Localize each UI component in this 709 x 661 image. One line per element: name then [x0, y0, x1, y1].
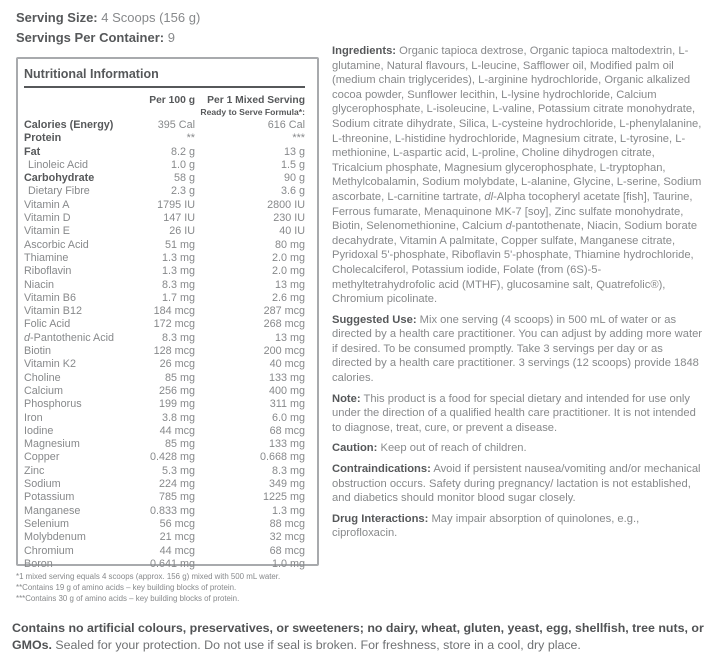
- servings-per-container-value: 9: [167, 29, 175, 45]
- value-per-serving: 1.3 mg: [271, 504, 305, 517]
- nutrient-name: Carbohydrate: [24, 172, 95, 185]
- nutrient-name: Protein: [24, 132, 62, 145]
- table-row: [24, 531, 305, 544]
- nutrient-name: Iodine: [24, 424, 54, 437]
- table-row: [24, 385, 305, 398]
- value-per-serving: ***: [292, 132, 305, 145]
- table-footnotes: [16, 571, 346, 604]
- table-row: [24, 279, 305, 292]
- nutrient-name: Riboflavin: [24, 265, 72, 278]
- value-per-serving: 133 mg: [268, 438, 305, 451]
- value-per-100g: 8.2 g: [170, 145, 195, 158]
- value-per-serving: 2.0 mg: [271, 251, 305, 264]
- value-per-100g: 1.3 mg: [161, 251, 195, 264]
- table-row: [24, 451, 305, 464]
- value-per-serving: 287 mcg: [263, 305, 305, 318]
- section-caution: [332, 441, 704, 456]
- value-per-100g: 26 mcg: [159, 358, 195, 371]
- nutrition-facts-table: [16, 57, 319, 570]
- value-per-100g: 128 mcg: [153, 345, 195, 358]
- value-per-serving: 1.5 g: [280, 158, 305, 171]
- nutrient-name: d-Pantothenic Acid: [24, 331, 115, 344]
- section-label: Note:: [332, 392, 361, 405]
- nutrient-name: Calcium: [24, 384, 63, 397]
- value-per-100g: 51 mg: [164, 238, 195, 251]
- contains-statement-bold: Contains no artificial colours, preservatives, or sweeteners; no dairy, wheat, gluten, yeast, egg, shellfish, tree nuts, or GMOs.: [12, 621, 704, 652]
- value-per-serving: 311 mg: [269, 398, 305, 411]
- section-text: Keep out of reach of children.: [380, 442, 527, 455]
- value-per-serving: 88 mcg: [269, 517, 305, 530]
- table-row: [24, 425, 305, 438]
- value-per-serving: 0.668 mg: [259, 451, 305, 464]
- value-per-serving: 40 mcg: [269, 358, 305, 371]
- section-text: Avoid if persistent nausea/vomiting and/or mechanical obstruction occurs. Safety during pregnancy/ lactation is not established, and diabetics should monitor blood sugar closely.: [332, 463, 701, 505]
- value-per-100g: 26 IU: [169, 225, 195, 238]
- nutrient-name: Linoleic Acid: [28, 158, 89, 171]
- table-row: [24, 358, 305, 371]
- value-per-100g: 1.3 mg: [161, 265, 195, 278]
- section-text: May impair absorption of quinolones, e.g., ciprofloxacin.: [332, 512, 640, 540]
- serving-size-value: 4 Scoops (156 g): [101, 10, 201, 25]
- value-per-100g: 56 mcg: [159, 517, 195, 530]
- value-per-serving: 616 Cal: [267, 119, 305, 131]
- nutrient-name: Vitamin E: [24, 225, 71, 238]
- table-row: [24, 318, 305, 331]
- value-per-serving: 90 g: [283, 172, 305, 185]
- value-per-serving: 2800 IU: [267, 198, 305, 211]
- value-per-100g: 5.3 mg: [161, 464, 195, 477]
- value-per-100g: 1.0 g: [170, 158, 195, 171]
- table-row: [24, 345, 305, 358]
- value-per-100g: 0.428 mg: [149, 451, 195, 464]
- nutrient-name: Chromium: [24, 544, 74, 557]
- value-per-100g: 785 mg: [158, 491, 195, 504]
- value-per-serving: 32 mcg: [269, 531, 305, 544]
- column-header-per-100g: Per 100 g: [149, 95, 195, 106]
- value-per-serving: 400 mg: [268, 384, 305, 397]
- nutrient-name: Iron: [24, 411, 43, 424]
- info-sections: [332, 44, 704, 547]
- table-row: [24, 185, 305, 198]
- table-row: [24, 518, 305, 531]
- section-text: Organic tapioca dextrose, Organic tapioca maltodextrin, L-glutamine, Natural flavours, L-leucine, Safflower oil, Modified palm oil (medium chain triglycerides), L-arginine hydrochloride, Organic alkalized cocoa powder, Sunflower lecithin, L-lysine hydrochloride, Calcium glycerophosphate, L-isoleucine, L-valine, Potassium citrate monohydrate, Sodium citrate dihydrate, Silica, L-cysteine hydrochloride, L-phenylalanine, L-threonine, L-histidine hydrochloride, Magnesium citrate, L-tyrosine, L-methionine, L-aspartic acid, L-proline, Choline dihydrogen citrate, Tricalcium phosphate, Magnesium glycerophosphate, L-tryptophan, Methylcobalamin, Sodium molybdate, L-alanine, Glycine, L-serine, Sodium ascorbate, L-carnitine tartrate, dl-Alpha tocopheryl acetate [fish], Taurine, Ferrous fumarate, Menaquinone MK-7 [soy], Zinc sulfate monohydrate, Biotin, Selenomethionine, Calcium d-pantothenate, Niacin, Sodium borate decahydrate, Vitamin A palmitate, Copper sulfate, Manganese citrate, Pyridoxal 5'-phosphate, Riboflavin 5'-phosphate, Thiamine hydrochloride, Cholecalciferol, Potassium iodide, Folate (from (6S)-5-methyltetrahydrofolic acid (MTHF), glucosamine salt, Quatrefolic®), Chromium picolinate.: [332, 45, 702, 306]
- footnote-line: ***Contains 30 g of amino acids – key building blocks of protein.: [16, 594, 240, 603]
- table-row: [24, 412, 305, 425]
- value-per-serving: 13 g: [283, 145, 305, 158]
- value-per-serving: 230 IU: [273, 212, 305, 225]
- value-per-serving: 200 mcg: [263, 345, 305, 358]
- table-row: [24, 159, 305, 172]
- nutrient-name: Vitamin B12: [24, 305, 83, 318]
- nutrient-name: Vitamin D: [24, 212, 71, 225]
- nutrient-name: Ascorbic Acid: [24, 238, 89, 251]
- contains-statement-regular: Sealed for your protection. Do not use if seal is broken. For freshness, store in a cool, dry place.: [55, 637, 581, 652]
- table-row: [24, 478, 305, 491]
- value-per-100g: 85 mg: [164, 371, 195, 384]
- table-column-headers: [24, 95, 305, 106]
- table-row: [24, 146, 305, 159]
- value-per-100g: 172 mcg: [153, 318, 195, 331]
- value-per-100g: 2.3 g: [170, 185, 195, 198]
- nutrient-name: Vitamin K2: [24, 358, 77, 371]
- section-suggested-use: [332, 313, 704, 386]
- value-per-100g: **: [186, 132, 195, 145]
- nutrient-name: Dietary Fibre: [28, 185, 90, 198]
- nutrient-name: Folic Acid: [24, 318, 71, 331]
- table-row: [24, 172, 305, 185]
- nutrient-name: Selenium: [24, 517, 70, 530]
- value-per-serving: 1225 mg: [262, 491, 305, 504]
- serving-size-label: Serving Size:: [16, 10, 98, 25]
- table-row: [24, 305, 305, 318]
- value-per-100g: 3.8 mg: [161, 411, 195, 424]
- nutrition-rows: [24, 119, 305, 571]
- column-subheader-ready-to-serve: Ready to Serve Formula*:: [200, 107, 305, 117]
- value-per-100g: 8.3 mg: [161, 331, 195, 344]
- value-per-100g: 256 mg: [158, 384, 195, 397]
- servings-per-container-label: Servings Per Container:: [16, 29, 165, 45]
- serving-info: [16, 8, 200, 47]
- nutrient-name: Manganese: [24, 504, 81, 517]
- nutrient-name: Calories (Energy): [24, 119, 114, 131]
- column-header-per-serving: Per 1 Mixed Serving: [207, 95, 305, 106]
- value-per-100g: 1795 IU: [157, 198, 195, 211]
- section-contraindications: [332, 462, 704, 506]
- value-per-serving: 349 mg: [268, 478, 305, 491]
- nutrient-name: Sodium: [24, 478, 61, 491]
- section-text: Mix one serving (4 scoops) in 500 mL of water or as directed by a health care practitioner. You can adjust by adding more water if desired. To be consumed promptly. Take 3 servings per day or as directed by a health care practitioner. 3 servings (12 scoops) provide 1848 calories.: [332, 313, 703, 385]
- value-per-100g: 224 mg: [158, 478, 195, 491]
- table-row: [24, 398, 305, 411]
- value-per-serving: 13 mg: [274, 331, 305, 344]
- contains-statement: [12, 620, 704, 653]
- table-row: [24, 252, 305, 265]
- value-per-100g: 0.833 mg: [149, 504, 195, 517]
- value-per-serving: 6.0 mg: [271, 411, 305, 424]
- value-per-100g: 8.3 mg: [161, 278, 195, 291]
- value-per-serving: 68 mcg: [269, 424, 305, 437]
- value-per-100g: 1.7 mg: [161, 291, 195, 304]
- table-row: [24, 332, 305, 345]
- nutrient-name: Copper: [24, 451, 60, 464]
- table-row: [24, 465, 305, 478]
- value-per-serving: 3.6 g: [280, 185, 305, 198]
- value-per-serving: 40 IU: [279, 225, 305, 238]
- value-per-serving: 80 mg: [274, 238, 305, 251]
- servings-per-container-line: [16, 28, 200, 48]
- table-row: [24, 505, 305, 518]
- section-label: Caution:: [332, 442, 378, 455]
- nutrient-name: Phosphorus: [24, 398, 82, 411]
- nutrient-name: Vitamin B6: [24, 291, 77, 304]
- table-row: [24, 132, 305, 145]
- value-per-100g: 395 Cal: [157, 119, 195, 131]
- value-per-serving: 1.0 mg: [271, 557, 305, 570]
- table-row: [24, 239, 305, 252]
- nutrient-name: Fat: [24, 145, 41, 158]
- nutrient-name: Choline: [24, 371, 61, 384]
- table-title: Nutritional Information: [24, 65, 305, 88]
- nutrient-name: Potassium: [24, 491, 75, 504]
- nutrient-name: Vitamin A: [24, 198, 70, 211]
- table-row: [24, 199, 305, 212]
- table-row: [24, 265, 305, 278]
- table-row: [24, 438, 305, 451]
- header-spacer: [24, 95, 123, 106]
- table-row: [24, 372, 305, 385]
- table-row: [24, 292, 305, 305]
- table-row: [24, 545, 305, 558]
- serving-size-line: [16, 8, 200, 28]
- value-per-100g: 147 IU: [163, 212, 195, 225]
- section-note: [332, 392, 704, 436]
- nutrient-name: Magnesium: [24, 438, 80, 451]
- footnote-line: **Contains 19 g of amino acids – key building blocks of protein.: [16, 583, 237, 592]
- footnote-line: *1 mixed serving equals 4 scoops (approx. 156 g) mixed with 500 mL water.: [16, 572, 281, 581]
- nutrient-name: Molybdenum: [24, 531, 86, 544]
- section-label: Contraindications:: [332, 463, 431, 476]
- section-label: Ingredients:: [332, 45, 397, 57]
- value-per-100g: 184 mcg: [153, 305, 195, 318]
- value-per-serving: 2.0 mg: [271, 265, 305, 278]
- value-per-serving: 68 mcg: [269, 544, 305, 557]
- section-text: This product is a food for special dietary and intended for use only under the direction of a qualified health care practitioner. It is not intended to diagnose, treat, cure, or prevent a disease.: [332, 392, 696, 434]
- table-row: [24, 119, 305, 132]
- value-per-serving: 2.6 mg: [271, 291, 305, 304]
- table-row: [24, 225, 305, 238]
- nutrient-name: Thiamine: [24, 251, 69, 264]
- value-per-serving: 268 mcg: [263, 318, 305, 331]
- table-row: [24, 558, 305, 571]
- table-row: [24, 491, 305, 504]
- value-per-100g: 44 mcg: [159, 424, 195, 437]
- section-label: Suggested Use:: [332, 313, 417, 326]
- nutrient-name: Niacin: [24, 278, 55, 291]
- nutrient-name: Boron: [24, 557, 53, 570]
- section-ingredients: [332, 44, 704, 307]
- value-per-100g: 58 g: [173, 172, 195, 185]
- value-per-100g: 85 mg: [164, 438, 195, 451]
- table-row: [24, 212, 305, 225]
- value-per-serving: 13 mg: [274, 278, 305, 291]
- value-per-serving: 133 mg: [268, 371, 305, 384]
- section-label: Drug Interactions:: [332, 512, 429, 525]
- nutrient-name: Zinc: [24, 464, 45, 477]
- section-drug-interactions: [332, 512, 704, 541]
- value-per-100g: 0.641 mg: [149, 557, 195, 570]
- value-per-serving: 8.3 mg: [271, 464, 305, 477]
- value-per-100g: 21 mcg: [159, 531, 195, 544]
- value-per-100g: 199 mg: [158, 398, 195, 411]
- nutrient-name: Biotin: [24, 345, 52, 358]
- value-per-100g: 44 mcg: [159, 544, 195, 557]
